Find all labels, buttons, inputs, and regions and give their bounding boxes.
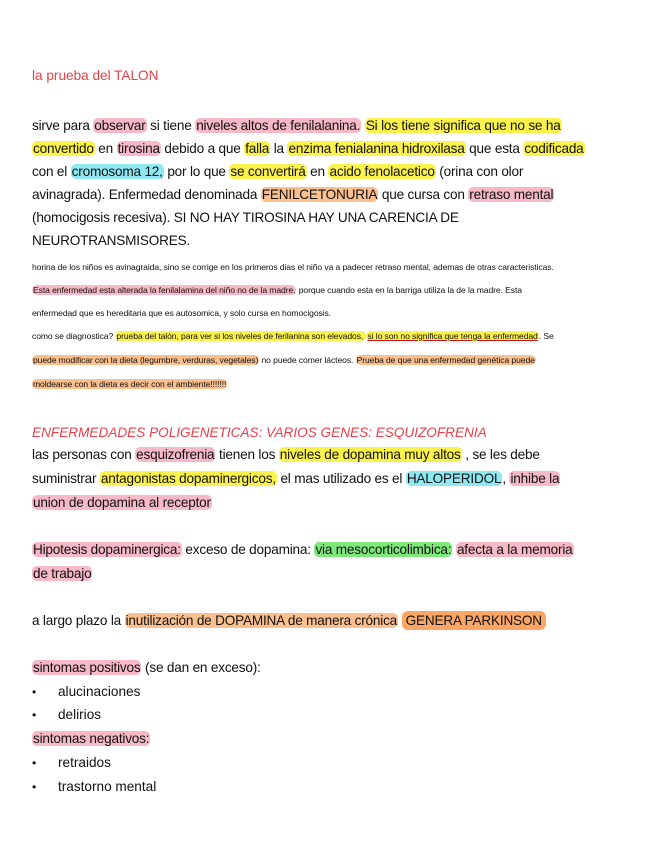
text: como se diagnostica? [32, 331, 116, 341]
text: con el [32, 164, 71, 179]
highlight-esquizofrenia: esquizofrenia [136, 447, 215, 462]
highlight-retraso: retraso mental [469, 187, 554, 202]
intro-line-4 [32, 187, 554, 202]
intro-line-6: NEUROTRANSMISORES. [32, 233, 191, 248]
highlight-convertido: convertido [33, 141, 94, 156]
highlight-sintomas-negativos: sintomas negativos: [33, 731, 150, 746]
highlight-union: union de dopamina al receptor [33, 495, 211, 510]
text: exceso de dopamina: [181, 542, 315, 557]
text: no puede comer lácteos. [259, 355, 356, 365]
highlight-hipotesis: Hipotesis dopaminergica: [33, 542, 181, 557]
text: si tiene [146, 118, 196, 133]
highlight-inutilizacion: inutilización de DOPAMINA de manera crónica [125, 613, 398, 628]
text: debido a que [160, 141, 245, 156]
intro-line-1 [32, 118, 562, 133]
highlight-fenilcetonuria: FENILCETONURIA [261, 187, 378, 202]
list-item-retraidos: retraidos [58, 755, 111, 770]
bullet-icon: • [32, 780, 37, 794]
note-line-1: horina de los niños es avinagraida, sino se corrige en los primeros dias el niño va a padecer retraso mental, ademas de otras caracteristicas. [32, 262, 554, 272]
list-item-alucinaciones: alucinaciones [58, 684, 141, 699]
highlight-via-meso: via mesocorticolimbica: [315, 542, 452, 557]
highlight-note-dieta: puede modificar con la dieta (legumbre, verduras, vegetales) [33, 355, 259, 365]
text: avinagrada). Enfermedad denominada [32, 187, 261, 202]
text: el mas utilizado es el [276, 471, 406, 486]
section2-line-2 [32, 471, 560, 486]
text: por lo que [163, 164, 230, 179]
text: , se les debe [461, 447, 540, 462]
highlight-note-si-lo-son: si lo son no significa que tenga la enfermedad [367, 331, 538, 341]
highlight-memoria: afecta a la memoria [456, 542, 573, 557]
note-line-5 [32, 355, 536, 365]
text: , [502, 471, 510, 486]
highlight-niveles-dopamina: niveles de dopamina muy altos [279, 447, 461, 462]
hipotesis-line-2 [32, 566, 92, 581]
text: a largo plazo la [32, 613, 125, 628]
section2-line-1 [32, 447, 540, 462]
highlight-acido: acido fenolacetico [329, 164, 435, 179]
text: las personas con [32, 447, 136, 462]
text: la [270, 141, 288, 156]
text: que esta [465, 141, 524, 156]
highlight-cromosoma: cromosoma 12, [71, 164, 163, 179]
highlight-si-los-tiene: Si los tiene significa que no se ha [365, 118, 561, 133]
highlight-codificada: codificada [524, 141, 584, 156]
highlight-note-ambiente: moldearse con la dieta es decir con el ambiente!!!!!!! [33, 379, 227, 389]
text: en [94, 141, 117, 156]
highlight-inhibe: inhibe la [510, 471, 560, 486]
page-title: la prueba del TALON [32, 68, 159, 83]
intro-line-5: (homocigosis recesiva). SI NO HAY TIROSINA HAY UNA CARENCIA DE [32, 210, 459, 225]
bullet-icon: • [32, 756, 37, 770]
text: suministrar [32, 471, 100, 486]
list-item-trastorno: trastorno mental [58, 779, 157, 794]
highlight-note-prueba-genetica: Prueba de que una enfermedad genética puede [356, 355, 535, 365]
text: porque cuando esta en la barriga utiliza la de la madre. Esta [296, 285, 522, 295]
highlight-tirosina: tirosina [117, 141, 160, 156]
note-line-6 [32, 379, 227, 389]
negativos-heading [32, 731, 150, 746]
section2-line-3 [32, 495, 212, 510]
text: sirve para [32, 118, 94, 133]
text: . Se [538, 331, 554, 341]
highlight-se-convertira: se convertirá [230, 164, 306, 179]
highlight-trabajo: de trabajo [33, 566, 92, 581]
positivos-heading [32, 660, 261, 675]
highlight-note-madre: Esta enfermedad esta alterada la fenilalamina del niño no de la madre, [33, 285, 296, 295]
note-line-3: enfermedad que es hereditaria que es autosomica, y solo cursa en homocigosis. [32, 308, 331, 318]
highlight-sintomas-positivos: sintomas positivos [33, 660, 141, 675]
parkinson-line [32, 613, 546, 628]
intro-line-3 [32, 164, 523, 179]
text: (orina con olor [435, 164, 524, 179]
highlight-haloperidol: HALOPERIDOL [406, 471, 502, 486]
highlight-falla: falla [245, 141, 270, 156]
text: (se dan en exceso): [141, 660, 261, 675]
highlight-observar: observar [94, 118, 146, 133]
note-line-2 [32, 285, 522, 295]
text: que cursa con [378, 187, 469, 202]
highlight-antagonistas: antagonistas dopaminergicos, [100, 471, 276, 486]
hipotesis-line-1 [32, 542, 574, 557]
note-line-4 [32, 331, 554, 341]
bullet-icon: • [32, 708, 37, 722]
bullet-icon: • [32, 685, 37, 699]
highlight-note-prueba: prueba del talón, para ver si los niveles de ferilanina son elevados, [116, 331, 366, 341]
highlight-niveles: niveles altos de fenilalanina. [196, 118, 361, 133]
text: tienen los [215, 447, 279, 462]
intro-line-2 [32, 141, 585, 156]
text: en [306, 164, 329, 179]
highlight-genera-parkinson: GENERA PARKINSON [402, 611, 546, 630]
highlight-enzima: enzima fenialanina hidroxilasa [288, 141, 465, 156]
list-item-delirios: delirios [58, 707, 102, 722]
section-title-poligeneticas: ENFERMEDADES POLIGENETICAS: VARIOS GENES: ESQUIZOFRENIA [32, 425, 487, 440]
